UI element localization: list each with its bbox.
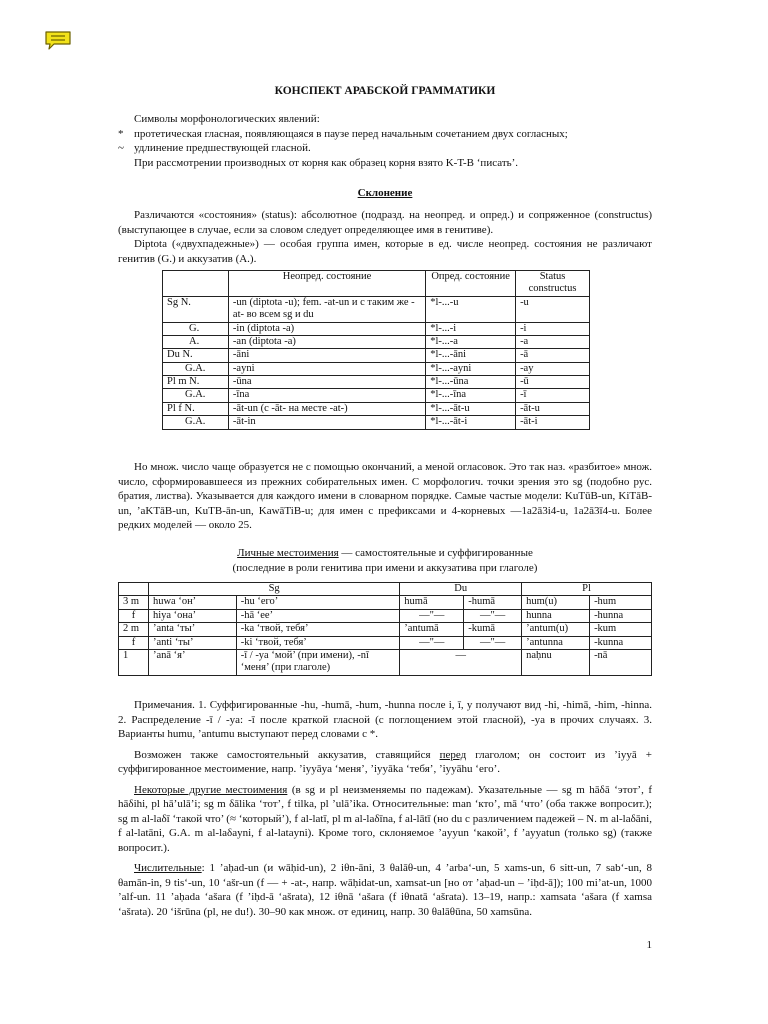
table-header-cell: Sg xyxy=(148,583,399,596)
broken-plural-paragraph-wrap xyxy=(118,460,652,533)
document-title: КОНСПЕКТ АРАБСКОЙ ГРАММАТИКИ xyxy=(274,85,496,97)
pronoun-notes: Примечания. 1. Суффигированные -hu, -humā, -hum, -hunna после i, ī, y получают вид -hi, -himā, -him, -hinna. 2. Распределение -ī / -ya: -ī после краткой гласной (с поглощением этой гласной), -ya в прочих случаях. 3. Варианты humu, ʼantumu выступают перед словами с *. xyxy=(118,699,652,741)
table-cell: -i xyxy=(516,322,590,335)
numerals xyxy=(118,861,652,919)
pronouns-heading-wrap xyxy=(118,546,652,575)
table-cell: *l-...-āt-i xyxy=(426,416,516,429)
table-cell: ʼantum(u) xyxy=(522,623,590,636)
table-row xyxy=(163,296,590,322)
table-row xyxy=(163,349,590,362)
table-row xyxy=(163,322,590,335)
table-cell: -kumā xyxy=(464,623,522,636)
pronouns-subheading: (последние в роли генитива при имени и аккузатива при глаголе) xyxy=(232,561,538,574)
table-cell: -humā xyxy=(464,596,522,609)
numerals-text: : 1 ʼaḥad-un (и wāḥid-un), 2 iθn-āni, 3 θalāθ-un, 4 ʼarbaʻ-un, 5 xams-un, 6 sitt-un, 7 sabʻ-un, 8 θamān-in, 9 tisʻ-un, 10 ʻašr-un (f — + -at-, напр. wāḥidat-un, xamsat-un [но от ʼaḥad-un – ʼiḥd-ā]); 100 miʼat-un, 1000 ʼalf-un. 11 ʼaḥada ʻašara (f ʼiḥd-ā ʻašrata), 12 iθnā ʻašara (f iθnatā ʻašrata). 13–19, напр.: xamsata ʻašara (f xamsa ʻašrata). 20 ʻišrūna (pl, не du!). 30–90 как множ. от единиц, напр. 30 θalāθūna, 50 xamsūna. xyxy=(118,862,652,918)
table-cell: -kum xyxy=(590,623,652,636)
table-cell: -kunna xyxy=(590,636,652,649)
table-row xyxy=(119,609,652,622)
other-pronouns-text: (в sg и pl неизменяемы по падежам). Указательные — sg m hāδā ‘этот’, f hāδihi, pl hāʼulāʼi; sg m δālika ‘тот’, f tilka, pl ʼulāʼika. Относительные: man ‘кто’, mā ‘что’ (оба также вопросит.); sg m al-laδī ‘такой что’ (≈ ‘который’), f al-latī, pl m al-laδīna, f al-lātī (но du с различением падежей – N. m al-laδāni, f al-latāni, G.A. m al-laδayni, f al-latayni). Кроме того, склоняемое ʼayyun ‘какой’, f ʼayyatun (только sg) (также вопросит.). xyxy=(118,783,652,854)
table-cell: -in (diptota -a) xyxy=(228,322,425,335)
case-label: G.A. xyxy=(163,389,229,402)
table-header-cell: Неопред. состояние xyxy=(228,271,425,297)
accusative-underlined: перед xyxy=(439,748,467,761)
case-label: G.A. xyxy=(163,416,229,429)
table-row xyxy=(163,416,590,429)
comment-icon[interactable] xyxy=(44,30,72,50)
table-cell: -an (diptota -a) xyxy=(228,335,425,348)
case-label: G.A. xyxy=(163,362,229,375)
symbol-mark: ~ xyxy=(118,142,124,155)
table-cell: -īna xyxy=(228,389,425,402)
table-cell: -hu ‘его’ xyxy=(236,596,400,609)
pronouns-heading xyxy=(118,546,652,561)
table-row xyxy=(119,649,652,675)
other-pronouns-heading: Некоторые другие местоимения xyxy=(134,783,288,796)
table-cell: *l-...-a xyxy=(426,335,516,348)
symbol-item xyxy=(118,127,652,142)
person-label: f xyxy=(119,609,149,622)
accusative-text-rest: глаголом; он состоит из ʼiyyā + суффигированное местоимение, напр. ʼiyyāya ‘меня’, ʼiyyāka ‘тебя’, ʼiyyāhu ‘его’. xyxy=(118,748,652,776)
case-label: Pl m N. xyxy=(163,376,229,389)
pronouns-table xyxy=(118,582,652,676)
table-cell: —"— xyxy=(400,636,464,649)
table-cell: —"— xyxy=(400,609,464,622)
case-label: G. xyxy=(163,322,229,335)
table-cell: -āt-u xyxy=(516,402,590,415)
table-cell: huwa ‘он’ xyxy=(148,596,236,609)
table-row xyxy=(119,636,652,649)
table-header-cell: Pl xyxy=(522,583,652,596)
table-header-cell: Опред. состояние xyxy=(426,271,516,297)
person-label: 3 m xyxy=(119,596,149,609)
table-row xyxy=(119,596,652,609)
table-cell: ʼantunna xyxy=(522,636,590,649)
pronouns-heading-underlined: Личные местоимения xyxy=(237,547,339,559)
case-label: Pl f N. xyxy=(163,402,229,415)
table-cell: *l-...-āt-u xyxy=(426,402,516,415)
table-cell: hiya ‘она’ xyxy=(148,609,236,622)
pronoun-notes-section xyxy=(118,698,652,919)
declension-intro xyxy=(118,208,652,266)
table-cell: -hunna xyxy=(590,609,652,622)
table-row xyxy=(163,389,590,402)
table-row xyxy=(119,623,652,636)
table-cell: ʼanā ‘я’ xyxy=(148,649,236,675)
table-cell: -ayni xyxy=(228,362,425,375)
declension-heading-wrap xyxy=(118,186,652,201)
symbol-item xyxy=(118,141,652,156)
table-cell: -a xyxy=(516,335,590,348)
table-cell: -ka ‘твой, тебя’ xyxy=(236,623,400,636)
independent-accusative xyxy=(118,748,652,777)
pronouns-heading-rest: — самостоятельные и суффигированные xyxy=(338,547,533,559)
table-cell: -ki ‘твой, тебя’ xyxy=(236,636,400,649)
table-cell: -ay xyxy=(516,362,590,375)
table-cell: -āni xyxy=(228,349,425,362)
other-pronouns xyxy=(118,783,652,856)
broken-plural-paragraph: Но множ. число чаще образуется не с помощью окончаний, а меной огласовок. Это так наз. «разбитое» множ. число, сформировавшееся из прежних собирательных имен. С морфологич. точки зрения это sg (подобно рус. братия, листва). Указывается для каждого имени в словарном порядке. Самые частые модели: KuTūB-un, KiTāB-un, ʼaKTāB-un, KuTB-ān-un, KawāTiB-u; для имен с префиксами и 4-корневых —1a2ā3i4-u, 1a2ā3ī4-u. Более редких моделей — около 25. xyxy=(118,461,652,532)
table-cell: -āt-un (с -āt- на месте -at-) xyxy=(228,402,425,415)
table-cell: humā xyxy=(400,596,464,609)
table-header-row xyxy=(119,583,652,596)
diptota-paragraph: Diptota («двухпадежные») — особая группа имен, которые в ед. числе неопред. состояния не различают генитив (G.) и аккузатив (A.). xyxy=(118,238,652,265)
table-cell: -u xyxy=(516,296,590,322)
table-cell: naḥnu xyxy=(522,649,590,675)
table-cell: — xyxy=(400,649,522,675)
symbols-heading: Символы морфонологических явлений: xyxy=(134,113,320,125)
declension-paragraph: Различаются «состояния» (status): абсолютное (подразд. на неопред. и опред.) и сопряженное (constructus) (выступающее в случае, если за словом следует определяющее имя в генитиве). xyxy=(118,209,652,236)
table-cell: -ūna xyxy=(228,376,425,389)
table-cell: *l-...-āni xyxy=(426,349,516,362)
table-cell: *l-...-ayni xyxy=(426,362,516,375)
table-cell: -ā xyxy=(516,349,590,362)
table-header-cell xyxy=(163,271,229,297)
person-label: 1 xyxy=(119,649,149,675)
table-row xyxy=(163,335,590,348)
table-cell: hunna xyxy=(522,609,590,622)
person-label: f xyxy=(119,636,149,649)
table-cell: -ū xyxy=(516,376,590,389)
declension-heading: Склонение xyxy=(357,187,413,199)
table-cell: —"— xyxy=(464,609,522,622)
declension-table xyxy=(162,270,590,430)
table-header-row xyxy=(163,271,590,297)
table-cell: -hā ‘ее’ xyxy=(236,609,400,622)
table-cell: ʼanta ‘ты’ xyxy=(148,623,236,636)
root-note: При рассмотрении производных от корня как образец корня взято K-T-B ‘писать’. xyxy=(134,156,519,169)
symbols-section xyxy=(118,112,652,170)
table-row xyxy=(163,376,590,389)
table-cell: -nā xyxy=(590,649,652,675)
case-label: A. xyxy=(163,335,229,348)
table-cell: ʼantumā xyxy=(400,623,464,636)
table-cell: -ī / -ya ‘мой’ (при имени), -nī ‘меня’ (при глаголе) xyxy=(236,649,400,675)
numerals-heading: Числительные xyxy=(134,862,202,875)
table-cell: hum(u) xyxy=(522,596,590,609)
table-cell: -ī xyxy=(516,389,590,402)
table-cell: -āt-i xyxy=(516,416,590,429)
table-cell: ʼanti ‘ты’ xyxy=(148,636,236,649)
case-label: Du N. xyxy=(163,349,229,362)
table-row xyxy=(163,362,590,375)
table-cell: -hum xyxy=(590,596,652,609)
table-header-cell xyxy=(119,583,149,596)
symbol-mark: * xyxy=(118,127,124,140)
person-label: 2 m xyxy=(119,623,149,636)
case-label: Sg N. xyxy=(163,296,229,322)
table-row xyxy=(163,402,590,415)
table-cell: -āt-in xyxy=(228,416,425,429)
table-cell: *l-...-u xyxy=(426,296,516,322)
table-header-cell: Status constructus xyxy=(516,271,590,297)
table-cell: *l-...-īna xyxy=(426,389,516,402)
accusative-text: Возможен также самостоятельный аккузатив, ставящийся xyxy=(134,748,440,761)
table-header-cell: Du xyxy=(400,583,522,596)
table-cell: *l-...-i xyxy=(426,322,516,335)
table-cell: -un (diptota -u); fem. -at-un и с таким же -at- во всем sg и du xyxy=(228,296,425,322)
table-cell: —"— xyxy=(464,636,522,649)
symbol-text: удлинение предшествующей гласной. xyxy=(134,142,311,155)
table-cell: *l-...-ūna xyxy=(426,376,516,389)
page-number: 1 xyxy=(646,939,652,951)
symbol-text: протетическая гласная, появляющаяся в паузе перед начальным сочетанием двух согласных; xyxy=(134,127,568,140)
